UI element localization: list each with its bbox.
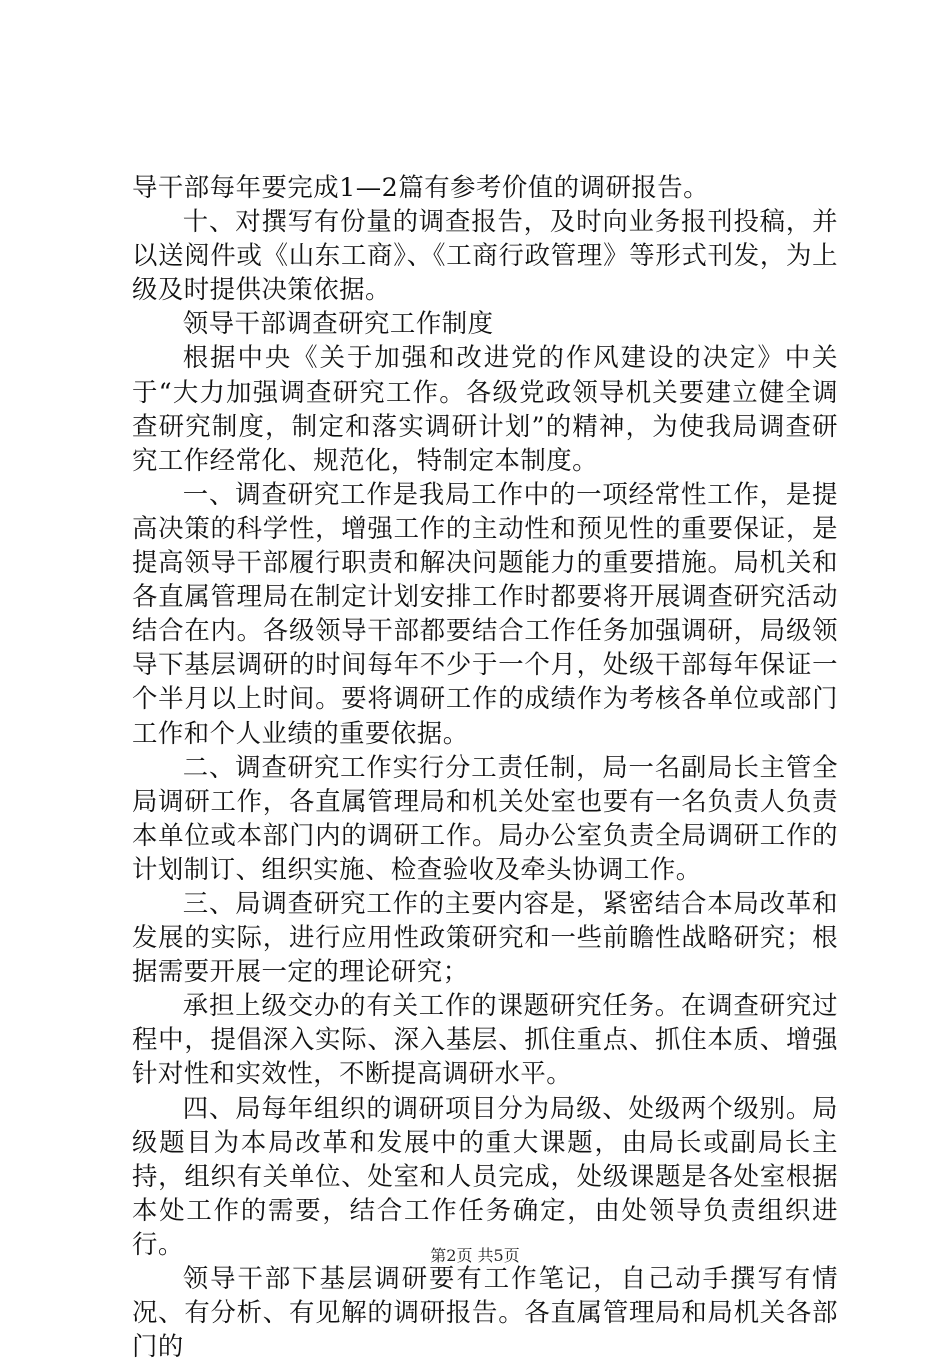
paragraph-10: 领导干部下基层调研要有工作笔记，自己动手撰写有情况、有分析、有见解的调研报告。各直属管理局和局机关各部门的 xyxy=(132,1263,838,1362)
paragraph-6: 二、调查研究工作实行分工责任制，局一名副局长主管全局调研工作，各直属管理局和机关处室也要有一名负责人负责本单位或本部门内的调研工作。局办公室负责全局调研工作的计划制订、组织实施、检查验收及牵头协调工作。 xyxy=(132,751,838,884)
paragraph-1: 导干部每年要完成1—2篇有参考价值的调研报告。 xyxy=(132,172,710,202)
paragraph-4: 根据中央《关于加强和改进党的作风建设的决定》中关于“大力加强调查研究工作。各级党政领导机关要建立健全调查研究制度，制定和落实调研计划”的精神，为使我局调查研究工作经常化、规范化，特制定本制度。 xyxy=(132,342,838,475)
paragraph-5: 一、调查研究工作是我局工作中的一项经常性工作，是提高决策的科学性，增强工作的主动性和预见性的重要保证，是提高领导干部履行职责和解决问题能力的重要措施。局机关和各直属管理局在制定计划安排工作时都要将开展调查研究活动结合在内。各级领导干部都要结合工作任务加强调研，局级领导下基层调研的时间每年不少于一个月，处级干部每年保证一个半月以上时间。要将调研工作的成绩作为考核各单位或部门工作和个人业绩的重要依据。 xyxy=(132,478,838,748)
paragraph-9: 四、局每年组织的调研项目分为局级、处级两个级别。局级题目为本局改革和发展中的重大课题，由局长或副局长主持，组织有关单位、处室和人员完成，处级课题是各处室根据本处工作的需要，结合工作任务确定，由处领导负责组织进行。 xyxy=(132,1092,838,1259)
page-number-footer: 第2页 共5页 xyxy=(430,1246,520,1265)
document-body xyxy=(132,170,838,1363)
section-heading: 领导干部调查研究工作制度 xyxy=(182,308,494,339)
paragraph-7: 三、局调查研究工作的主要内容是，紧密结合本局改革和发展的实际，进行应用性政策研究和一些前瞻性战略研究；根据需要开展一定的理论研究； xyxy=(132,887,838,987)
paragraph-2: 十、对撰写有份量的调查报告，及时向业务报刊投稿，并以送阅件或《山东工商》、《工商行政管理》等形式刊发，为上级及时提供决策依据。 xyxy=(132,206,838,305)
paragraph-8: 承担上级交办的有关工作的课题研究任务。在调查研究过程中，提倡深入实际、深入基层、抓住重点、抓住本质、增强针对性和实效性，不断提高调研水平。 xyxy=(132,990,838,1089)
